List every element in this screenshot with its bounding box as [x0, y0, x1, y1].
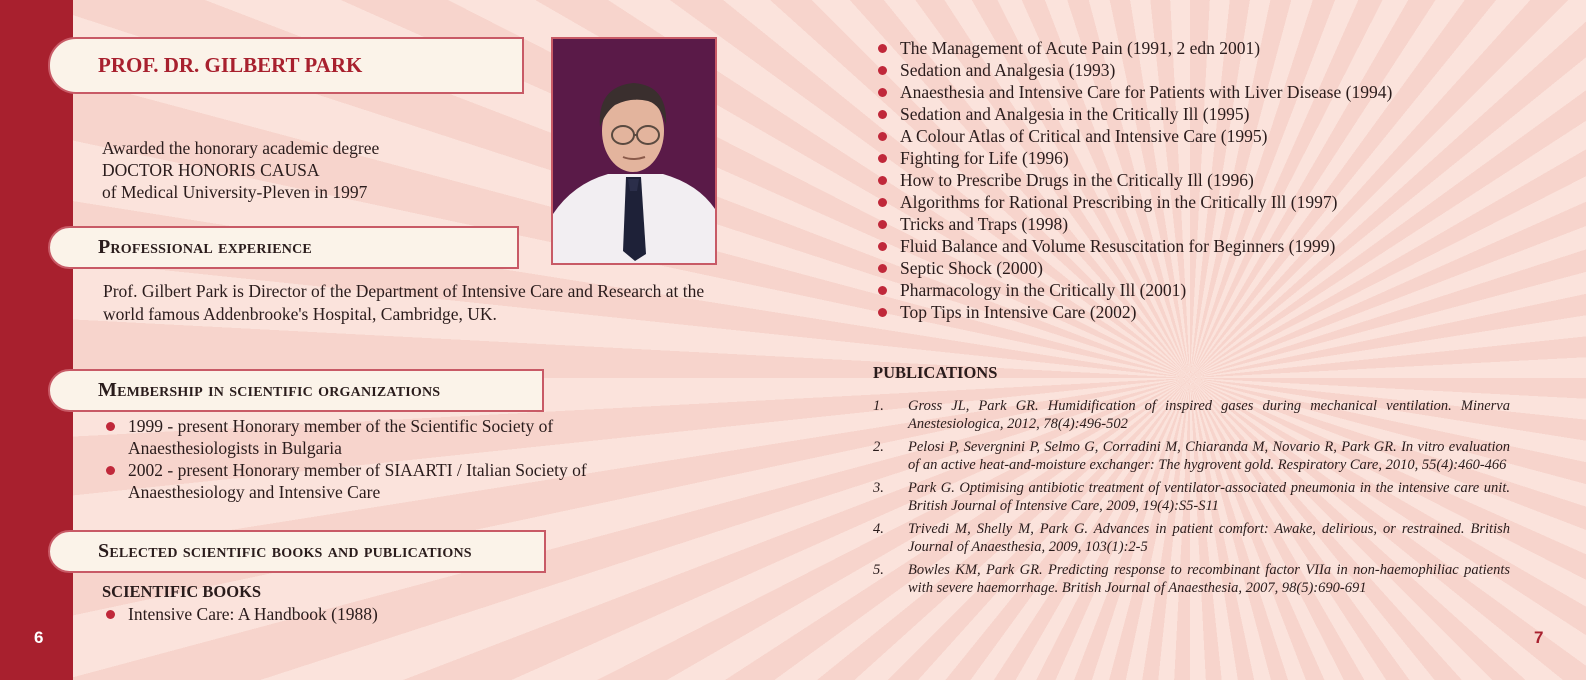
book-item: Fighting for Life (1996): [874, 147, 1392, 169]
book-item: Tricks and Traps (1998): [874, 213, 1392, 235]
book-item: Pharmacology in the Critically Ill (2001): [874, 279, 1392, 301]
publication-number: 5.: [873, 562, 884, 578]
publication-text: Pelosi P, Severgnini P, Selmo G, Corradini M, Chiaranda M, Novario R, Park GR. In vitro evaluation of an active heat-and-moisture exchanger: The hygrovent gold. Respiratory Care, 2010, 55(4):460-466: [908, 439, 1510, 473]
books-list-start: [102, 603, 378, 625]
book-item: Septic Shock (2000): [874, 257, 1392, 279]
portrait-photo: [551, 37, 717, 265]
professional-text: Prof. Gilbert Park is Director of the Department of Intensive Care and Research at the world famous Addenbrooke's Hospital, Cambridge, UK.: [103, 281, 705, 324]
name-heading-box: [48, 37, 524, 94]
book-item: Top Tips in Intensive Care (2002): [874, 301, 1392, 323]
publication-text: Trivedi M, Shelly M, Park G. Advances in patient comfort: Awake, delirious, or restrained. British Journal of Anaesthesia, 2009, 103(1):2-5: [908, 521, 1510, 555]
scientific-books-label: SCIENTIFIC BOOKS: [102, 582, 262, 601]
membership-list: [102, 415, 642, 503]
award-line: Awarded the honorary academic degree: [102, 138, 380, 158]
book-item: A Colour Atlas of Critical and Intensive Care (1995): [874, 125, 1392, 147]
membership-item: 1999 - present Honorary member of the Scientific Society of Anaesthesiologists in Bulgaria: [102, 415, 642, 459]
publication-item: [873, 397, 1510, 433]
publication-item: [873, 561, 1510, 597]
professional-heading-box: [48, 226, 519, 269]
membership-heading-box: [48, 369, 544, 412]
left-sidebar-band: [0, 0, 73, 680]
book-item: Fluid Balance and Volume Resuscitation for Beginners (1999): [874, 235, 1392, 257]
portrait-illustration: [553, 39, 715, 263]
publication-text: Park G. Optimising antibiotic treatment of ventilator-associated pneumonia in the intensive care unit. British Journal of Intensive Care, 2009, 19(4):S5-S11: [908, 480, 1510, 514]
book-item: Sedation and Analgesia (1993): [874, 59, 1392, 81]
publication-item: [873, 479, 1510, 515]
publication-text: Bowles KM, Park GR. Predicting response to recombinant factor VIIa in non-haemophiliac patients with severe haemorrhage. British Journal of Anaesthesia, 2007, 98(5):690-691: [908, 562, 1510, 596]
book-item: Sedation and Analgesia in the Critically Ill (1995): [874, 103, 1392, 125]
award-line: of Medical University-Pleven in 1997: [102, 182, 368, 202]
membership-item: 2002 - present Honorary member of SIAARTI / Italian Society of Anaesthesiology and Intensive Care: [102, 459, 642, 503]
page-number-left: 6: [34, 628, 44, 647]
publication-number: 2.: [873, 439, 884, 455]
selected-heading: Selected scientific books and publications: [98, 540, 472, 562]
books-list: [874, 37, 1392, 323]
book-item: The Management of Acute Pain (1991, 2 edn 2001): [874, 37, 1392, 59]
person-name: PROF. DR. GILBERT PARK: [98, 53, 363, 77]
publication-item: [873, 438, 1510, 474]
award-text: [102, 137, 379, 203]
book-item: Anaesthesia and Intensive Care for Patients with Liver Disease (1994): [874, 81, 1392, 103]
publication-number: 1.: [873, 398, 884, 414]
publication-text: Gross JL, Park GR. Humidification of inspired gases during mechanical ventilation. Minerva Anestesiologica, 2012, 78(4):496-502: [908, 398, 1510, 432]
page-number-right: 7: [1534, 628, 1544, 647]
publication-number: 4.: [873, 521, 884, 537]
membership-heading: Membership in scientific organizations: [98, 379, 441, 401]
publications-label: PUBLICATIONS: [873, 363, 998, 382]
publications-list: [873, 397, 1510, 602]
publication-number: 3.: [873, 480, 884, 496]
book-item: Intensive Care: A Handbook (1988): [102, 603, 378, 625]
professional-heading: Professional experience: [98, 236, 312, 258]
book-item: Algorithms for Rational Prescribing in the Critically Ill (1997): [874, 191, 1392, 213]
publication-item: [873, 520, 1510, 556]
book-item: How to Prescribe Drugs in the Critically Ill (1996): [874, 169, 1392, 191]
award-line: DOCTOR HONORIS CAUSA: [102, 160, 320, 180]
selected-heading-box: [48, 530, 546, 573]
